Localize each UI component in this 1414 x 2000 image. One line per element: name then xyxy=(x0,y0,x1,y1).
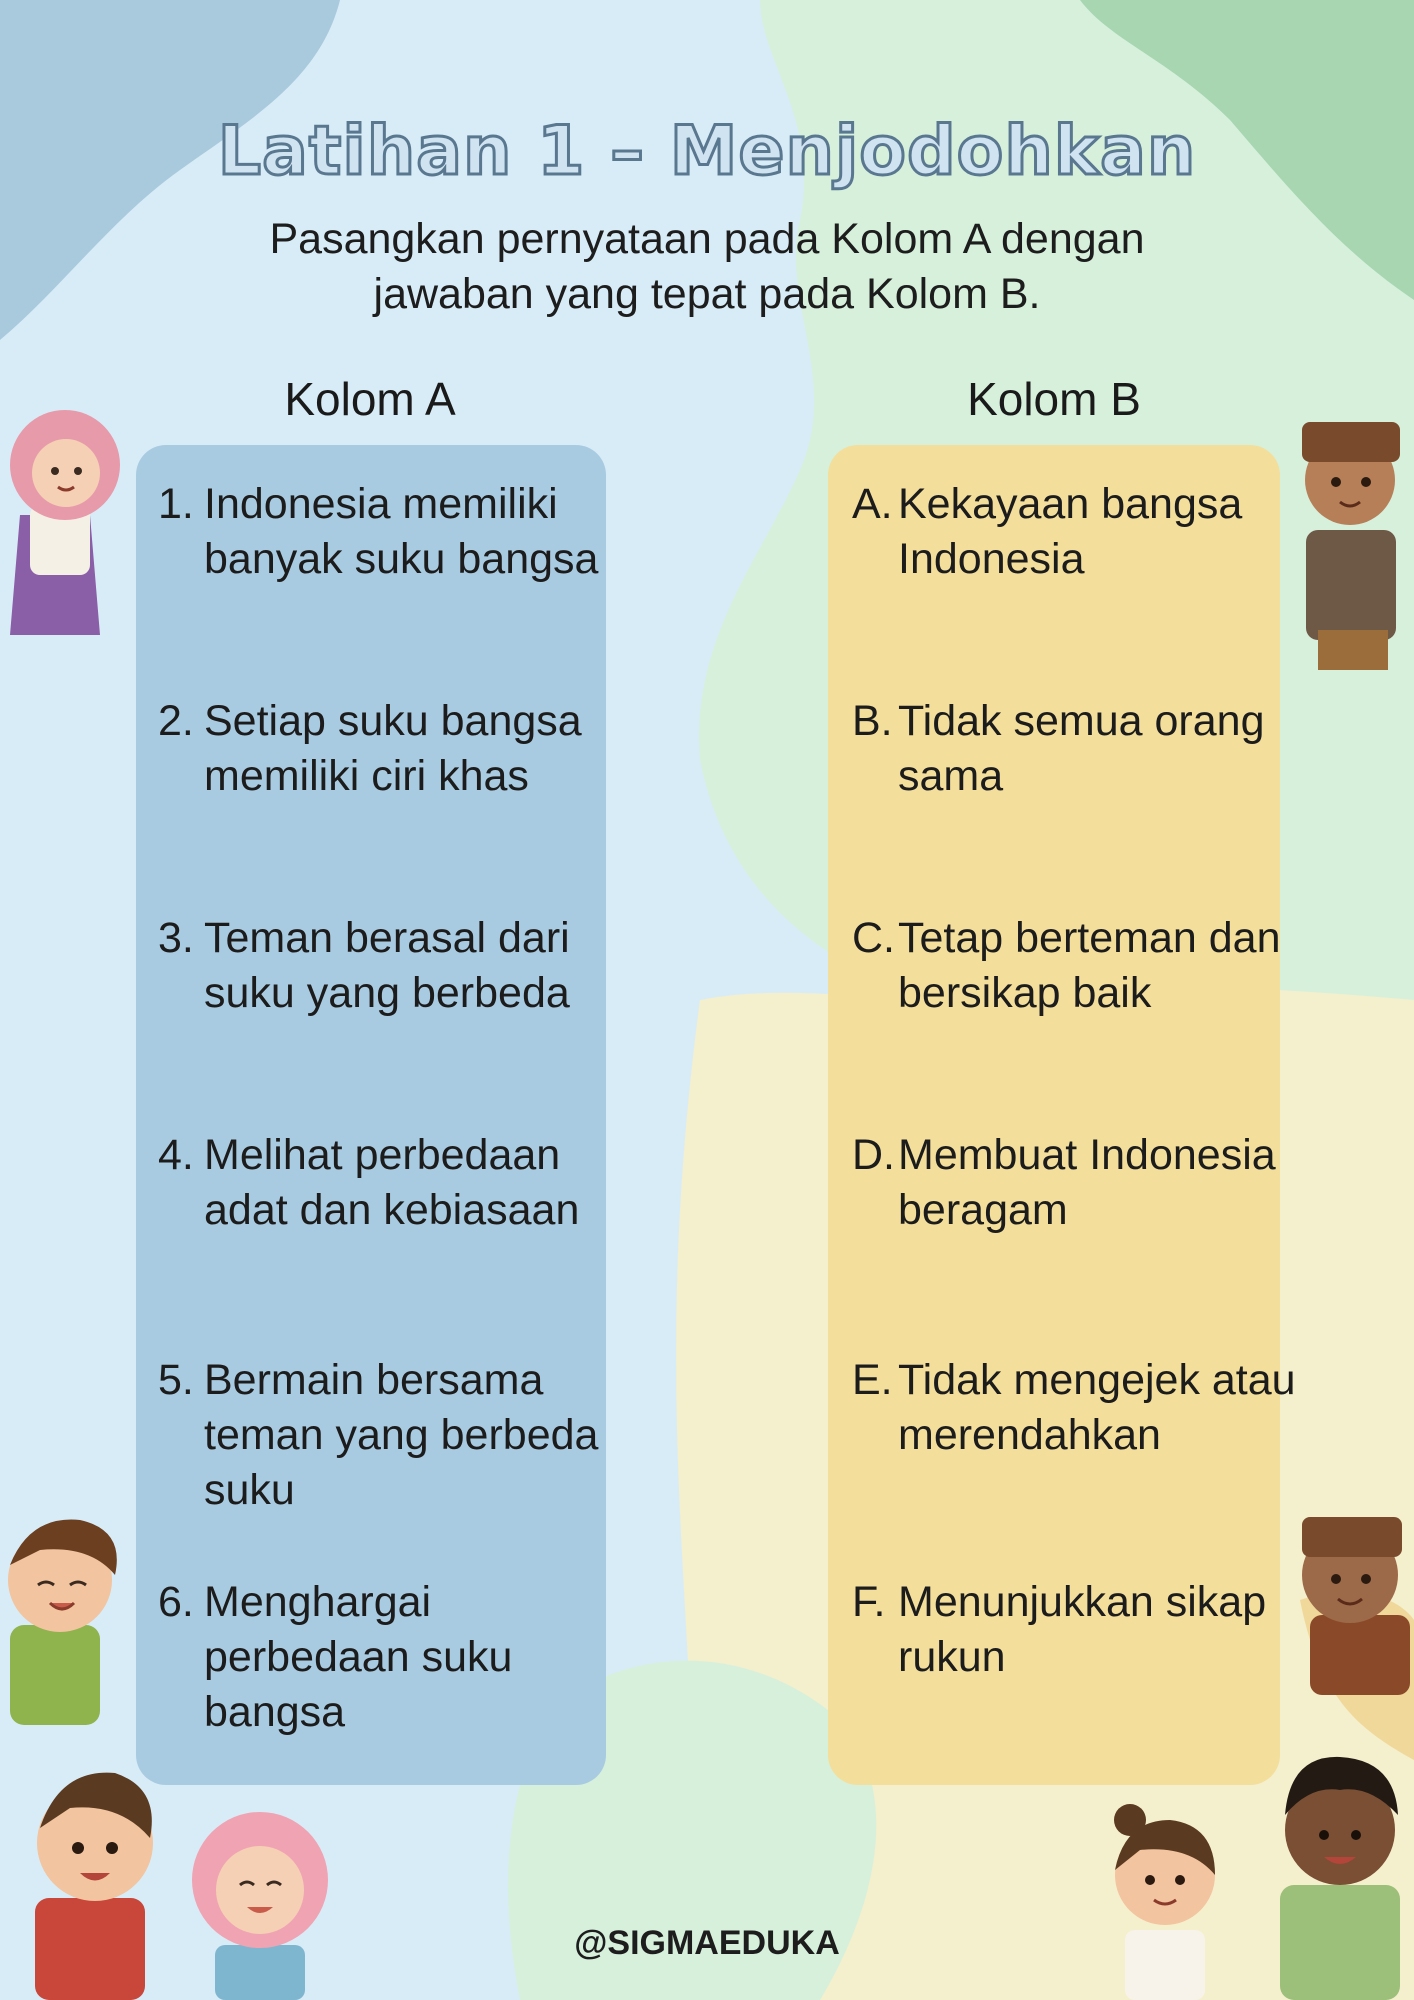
column-a-item xyxy=(158,1128,644,1238)
item-text: Tidak mengejek atau merendahkan xyxy=(898,1356,1296,1459)
column-b-heading: Kolom B xyxy=(967,373,1141,425)
column-a-item xyxy=(158,911,644,1021)
boy-green-shirt-illustration xyxy=(0,1505,140,1725)
item-text: Tetap berteman dan bersikap baik xyxy=(898,914,1281,1017)
item-label: 6. xyxy=(158,1578,194,1626)
item-label: F. xyxy=(852,1578,886,1626)
boy-curly-hair-illustration xyxy=(1260,1735,1414,2000)
item-text: Membuat Indonesia beragam xyxy=(898,1131,1276,1234)
girl-hijab-illustration xyxy=(0,395,130,655)
item-label: 4. xyxy=(158,1131,194,1179)
item-text: Kekayaan bangsa Indonesia xyxy=(898,480,1243,583)
boy-peci-illustration xyxy=(1278,400,1414,690)
column-b-item xyxy=(852,1128,1338,1238)
column-a-item xyxy=(158,694,644,804)
column-b-item xyxy=(852,1353,1338,1463)
item-text: Menghargai perbedaan suku bangsa xyxy=(204,1578,513,1736)
column-a-item xyxy=(158,477,644,587)
girl-kebaya-illustration xyxy=(1090,1790,1240,2000)
item-label: 3. xyxy=(158,914,194,962)
item-label: A. xyxy=(852,480,893,528)
item-text: Bermain bersama teman yang berbeda suku xyxy=(204,1356,599,1514)
column-b-item xyxy=(852,477,1338,587)
boy-red-shirt-illustration xyxy=(20,1748,170,2000)
column-a-item xyxy=(158,1575,644,1740)
item-text: Tidak semua orang sama xyxy=(898,697,1265,800)
item-label: 1. xyxy=(158,480,194,528)
item-label: D. xyxy=(852,1131,895,1179)
page-subtitle: Pasangkan pernyataan pada Kolom A dengan jawaban yang tepat pada Kolom B. xyxy=(269,215,1145,318)
item-label: E. xyxy=(852,1356,893,1404)
item-text: Teman berasal dari suku yang berbeda xyxy=(204,914,570,1017)
boy-batik-illustration xyxy=(1280,1495,1414,1695)
column-b-item xyxy=(852,694,1338,804)
item-label: 2. xyxy=(158,697,194,745)
item-text: Melihat perbedaan adat dan kebiasaan xyxy=(204,1131,580,1234)
item-text: Indonesia memiliki banyak suku bangsa xyxy=(204,480,599,583)
girl-pink-hijab-illustration xyxy=(185,1795,335,2000)
page-title: Latihan 1 – Menjodohkan xyxy=(217,112,1197,191)
item-text: Menunjukkan sikap rukun xyxy=(898,1578,1267,1681)
item-label: C. xyxy=(852,914,895,962)
column-b-item xyxy=(852,911,1338,1021)
footer-credit: @SIGMAEDUKA xyxy=(574,1924,840,1962)
item-text: Setiap suku bangsa memiliki ciri khas xyxy=(204,697,582,800)
item-label: 5. xyxy=(158,1356,194,1404)
item-label: B. xyxy=(852,697,893,745)
column-b-item xyxy=(852,1575,1338,1685)
column-a-item xyxy=(158,1353,644,1518)
column-a-heading: Kolom A xyxy=(284,373,456,425)
